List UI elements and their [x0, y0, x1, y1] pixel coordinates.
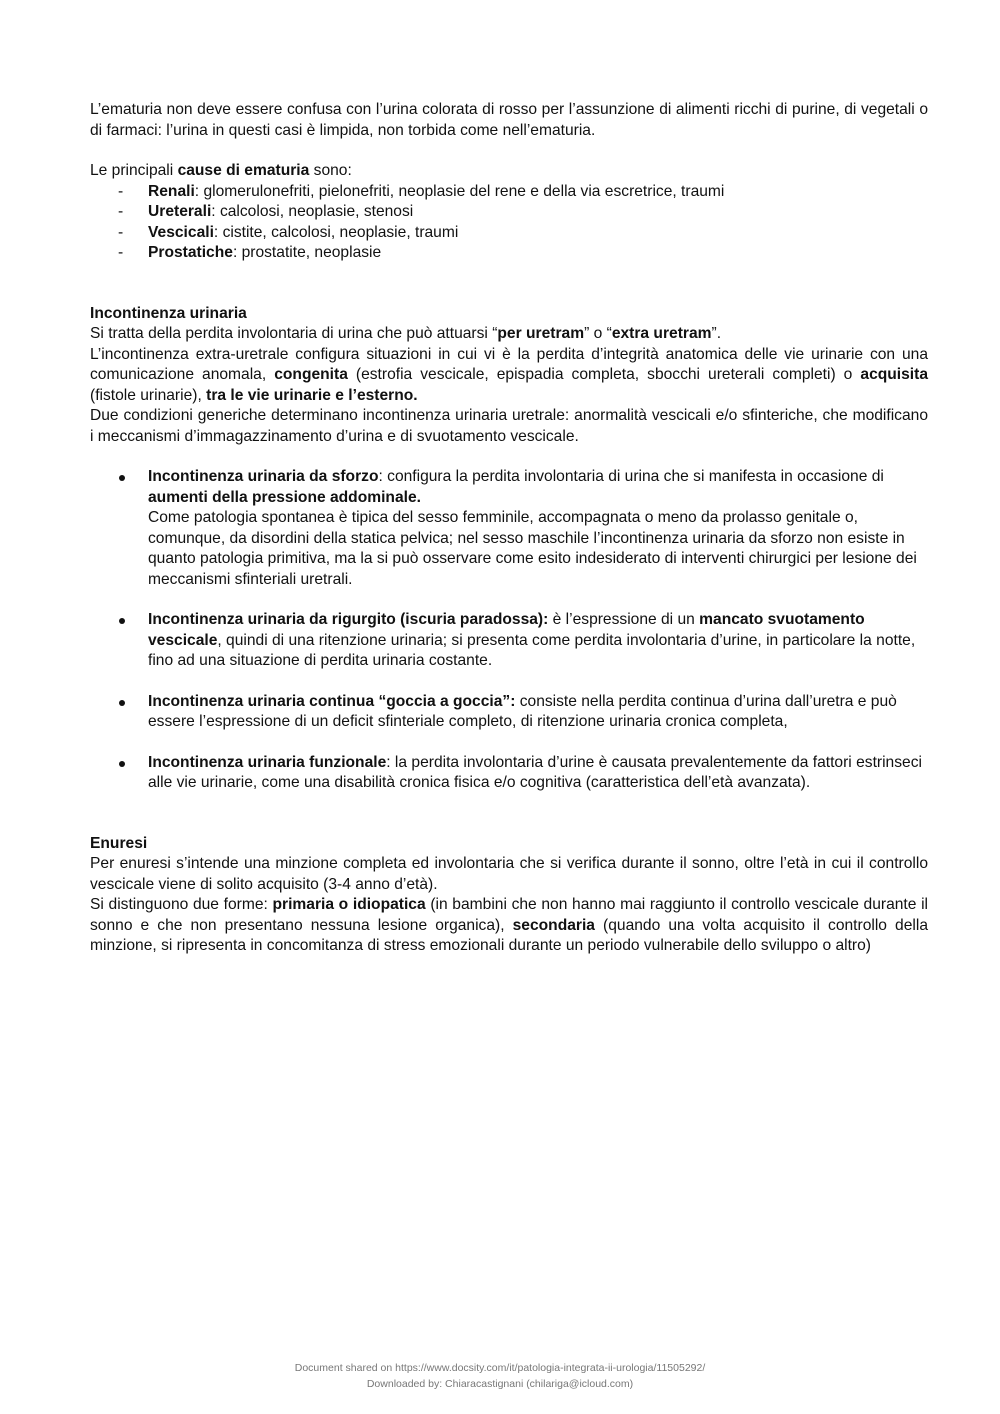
list-item: - Vescicali: cistite, calcolosi, neoplasie, traumi [118, 223, 459, 241]
document-footer [0, 1360, 1000, 1392]
list-item: Incontinenza urinaria da sforzo: configura la perdita involontaria di urina che si manifesta in occasione di aumenti della pressione addominale. Come patologia spontanea è tipica del sesso femminile, accompagnata o meno da prolasso genitale o, comunque, da disordini della statica pelvica; nel sesso maschile l’incontinenza urinaria da sforzo non esiste in quanto patologia primitiva, ma la si può osservare come esito indesiderato di interventi chirurgici per lesione dei meccanismi sfinteriali uretrali. [90, 467, 928, 590]
enuresis-p1: Per enuresi s’intende una minzione completa ed involontaria che si verifica durante il sonno, oltre l’età in cui il controllo vescicale viene di solito acquisito (3-4 anno d’età). [90, 855, 928, 893]
bullet-icon [119, 475, 125, 481]
list-item: Incontinenza urinaria da rigurgito (iscuria paradossa): è l’espressione di un mancato svuotamento vescicale, quindi di una ritenzione urinaria; si presenta come perdita involontaria d’urine, in particolare la notte, fino ad una situazione di perdita urinaria costante. [90, 610, 928, 672]
hematuria-intro: L’ematuria non deve essere confusa con l’urina colorata di rosso per l’assunzione di alimenti ricchi di purine, di vegetali o di farmaci: l’urina in questi casi è limpida, non torbida come nell’ematuria. [90, 101, 928, 139]
list-item: - Renali: glomerulonefriti, pielonefriti, neoplasie del rene e della via escretrice, traumi [118, 182, 725, 200]
footer-downloaded-by: Downloaded by: Chiaracastignani (chilariga@icloud.com) [366, 1378, 634, 1390]
bullet-icon [119, 618, 125, 624]
list-item: Incontinenza urinaria funzionale: la perdita involontaria d’urine è causata prevalentemente da fattori estrinseci alle vie urinarie, come una disabilità cronica fisica e/o cognitiva (caratteristica dell’età avanzata). [90, 753, 928, 794]
incontinence-p3: Due condizioni generiche determinano incontinenza urinaria uretrale: anormalità vescicali e/o sfinteriche, che modificano i meccanismi d’immagazzinamento d’urina e di svuotamento vescicale. [90, 407, 928, 445]
hematuria-causes-lead: Le principali cause di ematuria sono: [90, 162, 352, 179]
bullet-icon [119, 761, 125, 767]
section-title-enuresis: Enuresi [90, 834, 148, 852]
incontinence-p2: L’incontinenza extra-uretrale configura situazioni in cui vi è la perdita d’integrità anatomica delle vie urinarie con una comunicazione anomala, congenita (estrofia vescicale, epispadia completa, sbocchi ureterali completi) o acquisita (fistole urinarie), tra le vie urinarie e l’esterno. [90, 345, 928, 404]
enuresis-p2: Si distinguono due forme: primaria o idiopatica (in bambini che non hanno mai raggiunto il controllo vescicale durante il sonno e che non presentano nessuna lesione organica), secondaria (quando una volta acquisito il controllo della minzione, si ripresenta in concomitanza di stress emozionali durante un periodo vulnerabile dello sviluppo o altro) [90, 896, 929, 954]
list-item: Incontinenza urinaria continua “goccia a goccia”: consiste nella perdita continua d’urina dall’uretra e può essere l’espressione di un deficit sfinteriale completo, di ritenzione urinaria cronica completa, [90, 692, 928, 733]
incontinence-type-note: Come patologia spontanea è tipica del sesso femminile, accompagnata o meno da prolasso genitale o, comunque, da disordini della statica pelvica; nel sesso maschile l’incontinenza urinaria da sforzo non esiste in quanto patologia primitiva, ma la si può osservare come esito indesiderato di interventi chirurgici per lesione dei meccanismi sfinteriali uretrali. [148, 509, 917, 588]
hematuria-causes-list [90, 182, 928, 264]
incontinence-types-list [90, 467, 928, 794]
section-title-incontinence: Incontinenza urinaria [90, 304, 247, 322]
list-item: - Prostatiche: prostatite, neoplasie [118, 244, 382, 261]
incontinence-p1: Si tratta della perdita involontaria di urina che può attuarsi “per uretram” o “extra uretram”. [90, 325, 722, 342]
bullet-icon [119, 700, 125, 706]
list-item: - Ureterali: calcolosi, neoplasie, stenosi [118, 203, 414, 220]
document-body [90, 100, 928, 957]
footer-shared-link[interactable]: Document shared on https://www.docsity.com/it/patologia-integrata-ii-urologia/11505292/ [294, 1362, 706, 1374]
